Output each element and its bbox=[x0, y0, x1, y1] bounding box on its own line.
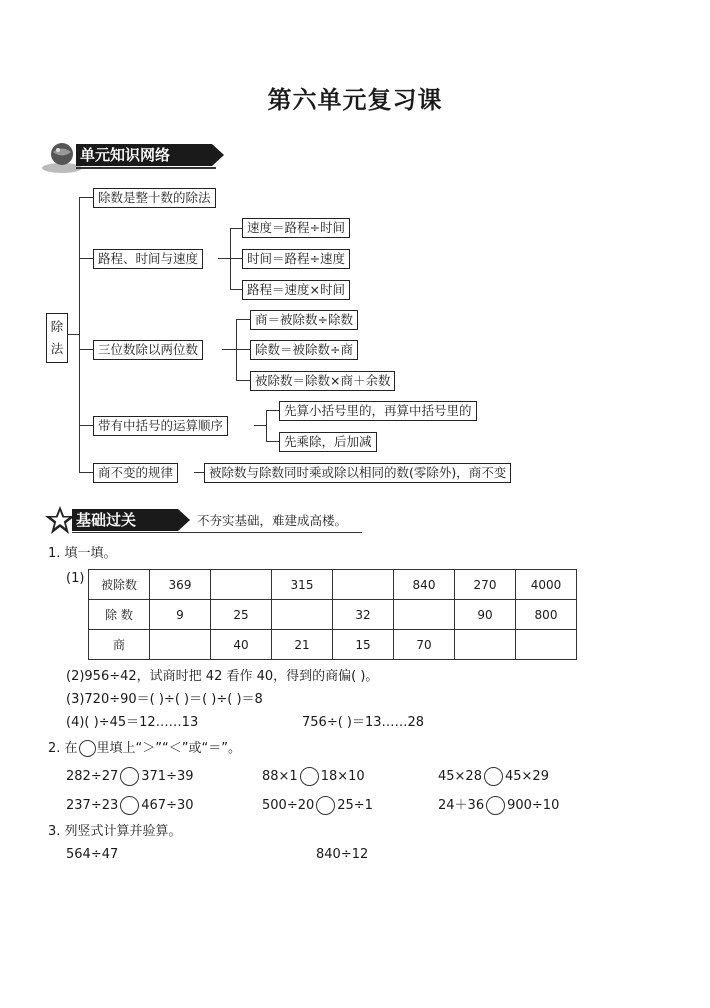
tree-leaf-label: 速度＝路程÷时间 bbox=[247, 220, 345, 235]
tree-leaf-label: 被除数与除数同时乘或除以相同的数(零除外)，商不变 bbox=[209, 465, 507, 480]
table-cell: 15 bbox=[333, 630, 394, 660]
section-banner-tail bbox=[178, 509, 190, 531]
tree-leaf-label: 时间＝路程÷速度 bbox=[247, 251, 345, 266]
table-cell: 800 bbox=[516, 600, 577, 630]
tree-leaf-box bbox=[242, 280, 350, 300]
tree-leaf-label: 被除数＝除数×商＋余数 bbox=[255, 373, 391, 388]
tree-leaf-label: 除数＝被除数÷商 bbox=[255, 342, 353, 357]
q3-problem-b: 840÷12 bbox=[316, 847, 369, 862]
q3-title: 3. 列竖式计算并验算。 bbox=[48, 824, 182, 839]
page-title: 第六单元复习课 bbox=[267, 86, 443, 114]
compare-item bbox=[262, 796, 373, 815]
compare-left: 88×1 bbox=[262, 769, 298, 784]
table-row-header: 除 数 bbox=[89, 600, 150, 630]
tree-connector bbox=[254, 425, 266, 426]
tree-connector bbox=[79, 197, 93, 198]
compare-right: 900÷10 bbox=[507, 798, 560, 813]
q1-part1-label: (1) bbox=[66, 571, 85, 586]
compare-right: 467÷30 bbox=[141, 798, 194, 813]
tree-branch-box bbox=[93, 463, 178, 483]
tree-connector bbox=[230, 258, 242, 259]
table-cell[interactable] bbox=[150, 630, 211, 660]
table-cell[interactable] bbox=[455, 630, 516, 660]
table-cell: 315 bbox=[272, 570, 333, 600]
tree-connector bbox=[230, 289, 242, 290]
tree-leaf-box bbox=[242, 218, 350, 238]
table-cell: 369 bbox=[150, 570, 211, 600]
table-row-header: 被除数 bbox=[89, 570, 150, 600]
tree-branch-label: 三位数除以两位数 bbox=[98, 342, 199, 357]
tree-branch-box bbox=[93, 249, 203, 269]
answer-circle[interactable] bbox=[486, 796, 505, 815]
tree-root-box bbox=[46, 313, 68, 363]
table-cell: 40 bbox=[211, 630, 272, 660]
tree-leaf-box bbox=[279, 432, 377, 452]
table-cell: 270 bbox=[455, 570, 516, 600]
tree-sub-trunk bbox=[266, 410, 267, 441]
compare-item bbox=[438, 796, 559, 815]
tree-leaf-label: 先乘除，后加减 bbox=[284, 434, 372, 449]
q1-part4a: (4)( )÷45＝12……13 bbox=[66, 715, 199, 730]
table-cell[interactable] bbox=[272, 600, 333, 630]
compare-left: 24＋36 bbox=[438, 798, 485, 813]
tree-connector bbox=[79, 472, 93, 473]
tree-leaf-box bbox=[204, 463, 511, 483]
section-slogan: 不夯实基础，难建成高楼。 bbox=[197, 513, 348, 528]
tree-branch-box bbox=[93, 340, 203, 360]
table-cell: 9 bbox=[150, 600, 211, 630]
tree-connector bbox=[218, 258, 230, 259]
blank-circle-icon bbox=[79, 740, 96, 757]
tree-connector bbox=[236, 380, 250, 381]
tree-connector bbox=[222, 349, 236, 350]
q1-part2: (2)956÷42，试商时把 42 看作 40，得到的商偏( )。 bbox=[66, 669, 379, 684]
answer-circle[interactable] bbox=[484, 767, 503, 786]
compare-right: 45×29 bbox=[504, 769, 549, 784]
tree-branch-box bbox=[93, 416, 228, 436]
section-banner-label: 单元知识网络 bbox=[80, 146, 171, 164]
tree-branch-label: 商不变的规律 bbox=[98, 465, 174, 480]
table-cell: 25 bbox=[211, 600, 272, 630]
compare-left: 237÷23 bbox=[66, 798, 119, 813]
tree-connector bbox=[230, 228, 242, 229]
q2-title-post: 里填上“＞”“＜”或“＝”。 bbox=[96, 741, 241, 756]
compare-item bbox=[438, 767, 549, 786]
tree-connector bbox=[79, 349, 93, 350]
tree-connector bbox=[67, 334, 79, 335]
tree-leaf-box bbox=[242, 249, 350, 269]
q1-part3: (3)720÷90＝( )÷( )＝( )÷( )＝8 bbox=[66, 692, 263, 707]
answer-circle[interactable] bbox=[300, 767, 319, 786]
tree-leaf-label: 先算小括号里的，再算中括号里的 bbox=[284, 403, 472, 418]
tree-leaf-label: 路程＝速度×时间 bbox=[247, 282, 345, 297]
tree-leaf-box bbox=[250, 371, 395, 391]
tree-leaf-box bbox=[250, 310, 358, 330]
compare-left: 500÷20 bbox=[262, 798, 315, 813]
compare-item bbox=[66, 796, 194, 815]
table-cell[interactable] bbox=[516, 630, 577, 660]
q2-title bbox=[48, 740, 241, 758]
table-row bbox=[89, 600, 577, 630]
answer-circle[interactable] bbox=[316, 796, 335, 815]
tree-trunk bbox=[79, 197, 80, 473]
tree-connector bbox=[266, 441, 279, 442]
tree-connector bbox=[236, 349, 250, 350]
answer-circle[interactable] bbox=[120, 796, 139, 815]
answer-circle[interactable] bbox=[120, 767, 139, 786]
compare-right: 371÷39 bbox=[141, 769, 194, 784]
table-cell: 4000 bbox=[516, 570, 577, 600]
tree-connector bbox=[194, 472, 204, 473]
tree-connector bbox=[266, 410, 279, 411]
section-banner-tail bbox=[212, 144, 224, 166]
table-cell: 70 bbox=[394, 630, 455, 660]
tree-connector bbox=[236, 319, 250, 320]
section-banner-underline bbox=[72, 532, 362, 533]
table-cell: 32 bbox=[333, 600, 394, 630]
tree-branch-label: 带有中括号的运算顺序 bbox=[98, 418, 224, 433]
compare-left: 282÷27 bbox=[66, 769, 119, 784]
section-banner-bar bbox=[72, 509, 178, 531]
table-cell: 840 bbox=[394, 570, 455, 600]
tree-branch-label: 除数是整十数的除法 bbox=[98, 190, 211, 205]
tree-leaf-box bbox=[250, 340, 358, 360]
table-cell[interactable] bbox=[394, 600, 455, 630]
q3-problem-a: 564÷47 bbox=[66, 847, 119, 862]
tree-branch-box bbox=[93, 188, 216, 208]
table-row bbox=[89, 630, 577, 660]
tree-leaf-label: 商＝被除数÷除数 bbox=[255, 312, 353, 327]
table-cell[interactable] bbox=[211, 570, 272, 600]
section-banner-underline bbox=[76, 167, 216, 169]
table-cell: 21 bbox=[272, 630, 333, 660]
q1-table bbox=[88, 569, 577, 660]
table-row bbox=[89, 570, 577, 600]
table-cell: 90 bbox=[455, 600, 516, 630]
compare-right: 25÷1 bbox=[337, 798, 373, 813]
compare-right: 18×10 bbox=[320, 769, 365, 784]
q2-title-pre: 2. 在 bbox=[48, 741, 78, 756]
tree-root-label: 除法 bbox=[50, 319, 64, 356]
section-banner-label: 基础过关 bbox=[76, 511, 137, 529]
q1-part4b: 756÷( )＝13……28 bbox=[302, 715, 425, 730]
tree-branch-label: 路程、时间与速度 bbox=[98, 251, 199, 266]
table-cell[interactable] bbox=[333, 570, 394, 600]
section-banner-bar bbox=[76, 144, 212, 166]
tree-connector bbox=[79, 258, 93, 259]
compare-left: 45×28 bbox=[438, 769, 482, 784]
q1-title: 1. 填一填。 bbox=[48, 546, 117, 561]
compare-item bbox=[66, 767, 194, 786]
table-row-header: 商 bbox=[89, 630, 150, 660]
tree-leaf-box bbox=[279, 401, 477, 421]
compare-item bbox=[262, 767, 365, 786]
tree-sub-trunk bbox=[236, 319, 237, 381]
tree-connector bbox=[79, 425, 93, 426]
